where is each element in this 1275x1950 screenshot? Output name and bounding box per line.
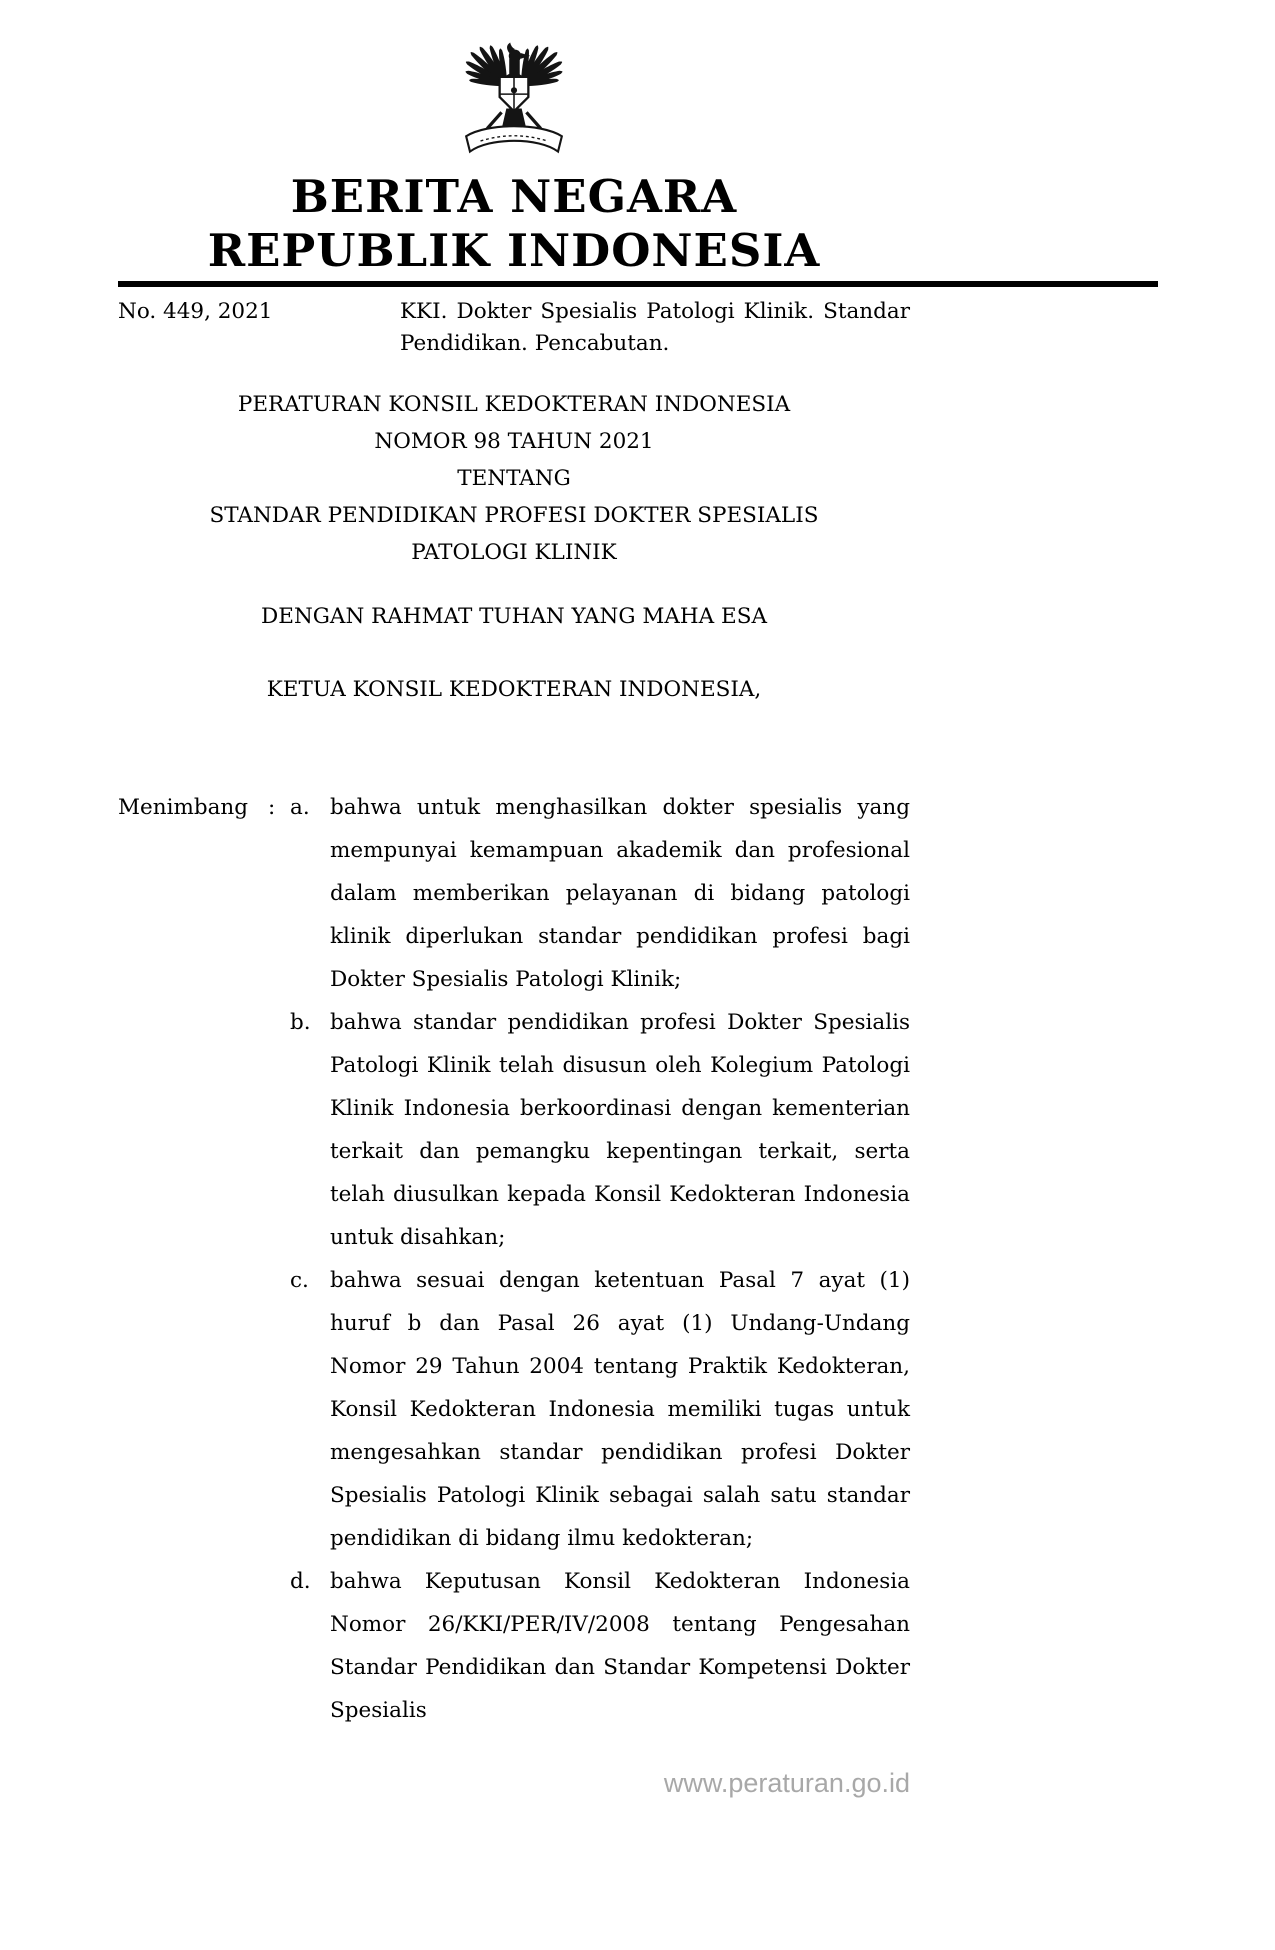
consideration-letter: a. (290, 795, 310, 820)
gazette-title-line1: BERITA NEGARA (290, 170, 738, 223)
gazette-number: No. 449, 2021 (118, 299, 273, 324)
consideration-text: bahwa standar pendidikan profesi Dokter Spesialis Patologi Klinik telah disusun oleh Kolegium Patologi Klinik Indonesia berkoordinasi dengan kementerian terkait dan pemangku kepentingan terkait, serta telah diusulkan kepada Konsil Kedokteran Indonesia untuk disahkan; (330, 1010, 910, 1250)
garuda-pancasila-icon (456, 30, 572, 164)
source-watermark: www.peraturan.go.id (663, 1768, 910, 1798)
consideration-letter: b. (290, 1010, 311, 1035)
masthead (118, 0, 910, 278)
considerations-label-spacer (118, 1001, 268, 1259)
regulation-subject-line2: PATOLOGI KLINIK (411, 540, 617, 565)
regulation-subject-line1: STANDAR PENDIDIKAN PROFESI DOKTER SPESIALIS (209, 503, 819, 528)
invocation-line: DENGAN RAHMAT TUHAN YANG MAHA ESA (261, 604, 767, 629)
considerations-colon-spacer (268, 1560, 290, 1732)
gazette-title-line2: REPUBLIK INDONESIA (207, 224, 821, 277)
considerations-label-spacer (118, 1560, 268, 1732)
considerations-colon-spacer (268, 1001, 290, 1259)
consideration-item (118, 786, 910, 1001)
considerations-label: Menimbang (118, 795, 249, 820)
considerations-colon-spacer (268, 1259, 290, 1560)
consideration-text: bahwa Keputusan Konsil Kedokteran Indonesia Nomor 26/KKI/PER/IV/2008 tentang Pengesahan Standar Pendidikan dan Standar Kompetensi Dokter Spesialis (330, 1569, 910, 1723)
consideration-text: bahwa sesuai dengan ketentuan Pasal 7 ayat (1) huruf b dan Pasal 26 ayat (1) Undang-Undang Nomor 29 Tahun 2004 tentang Praktik Kedokteran, Konsil Kedokteran Indonesia memiliki tugas untuk mengesahkan standar pendidikan profesi Dokter Spesialis Patologi Klinik sebagai salah satu standar pendidikan di bidang ilmu kedokteran; (330, 1268, 910, 1551)
consideration-item (118, 1259, 910, 1560)
consideration-text: bahwa untuk menghasilkan dokter spesialis yang mempunyai kemampuan akademik dan profesional dalam memberikan pelayanan di bidang patologi klinik diperlukan standar pendidikan profesi bagi Dokter Spesialis Patologi Klinik; (330, 795, 910, 992)
gazette-subject: KKI. Dokter Spesialis Patologi Klinik. Standar Pendidikan. Pencabutan. (400, 299, 910, 356)
considerations-label-spacer (118, 1259, 268, 1560)
consideration-letter: c. (290, 1268, 309, 1293)
regulation-number-line: NOMOR 98 TAHUN 2021 (374, 429, 654, 454)
considerations-section (118, 786, 910, 1732)
gazette-meta-row (118, 296, 910, 360)
masthead-divider-rule (118, 281, 1158, 287)
consideration-item (118, 1560, 910, 1732)
regulation-title-line: PERATURAN KONSIL KEDOKTERAN INDONESIA (237, 392, 791, 417)
issuing-official-line: KETUA KONSIL KEDOKTERAN INDONESIA, (266, 677, 762, 702)
regulation-title-block (118, 386, 910, 571)
consideration-letter: d. (290, 1569, 311, 1594)
considerations-colon: : (268, 795, 276, 820)
consideration-item (118, 1001, 910, 1259)
regulation-tentang-line: TENTANG (457, 466, 571, 491)
